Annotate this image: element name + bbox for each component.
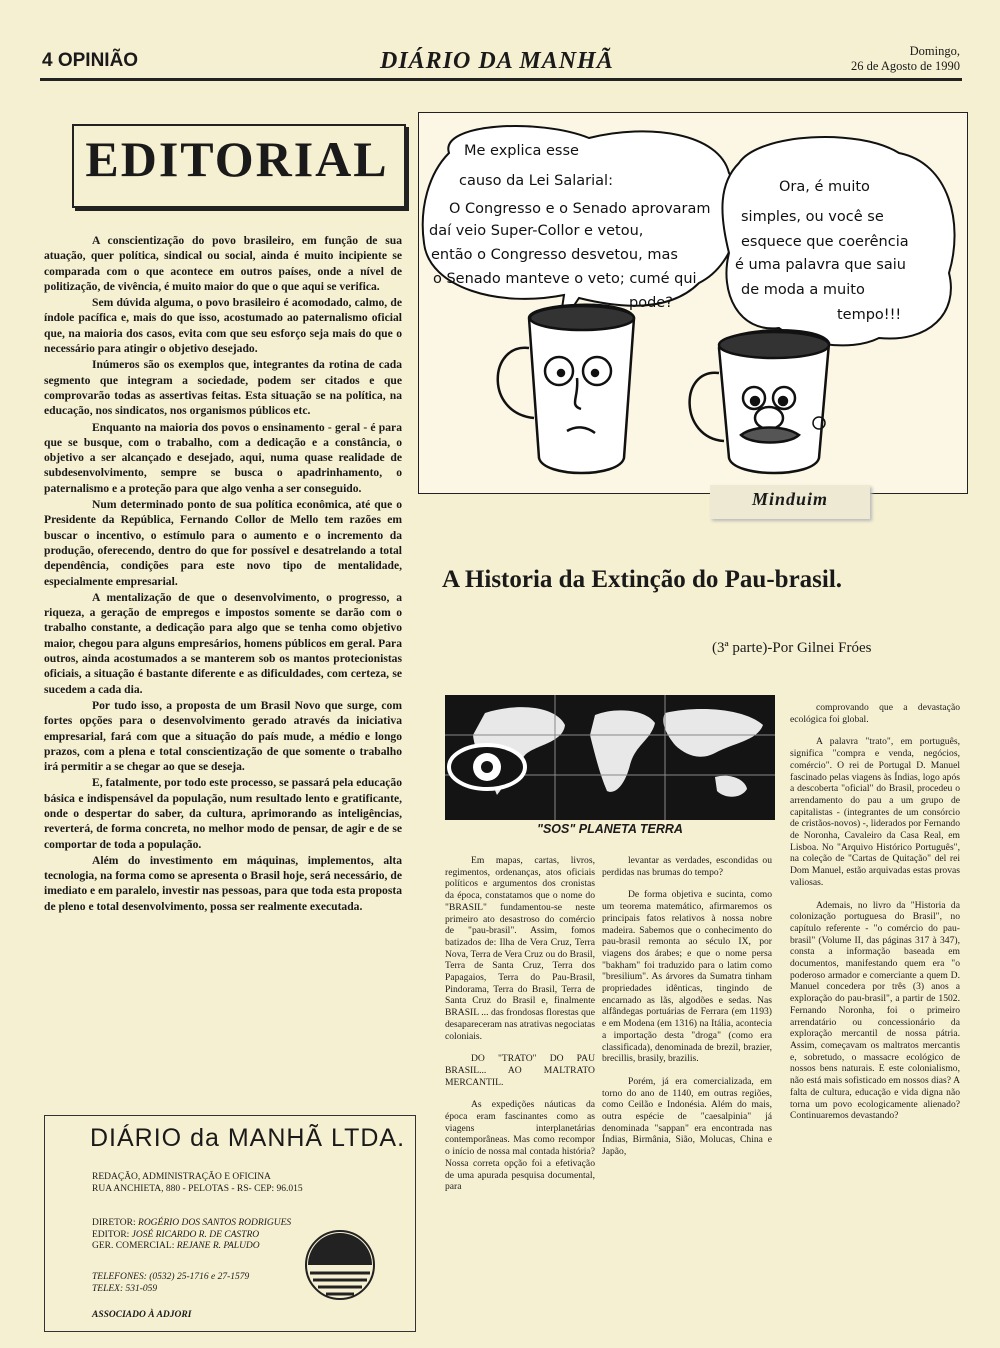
- article-paragraph: comprovando que a devastação ecológica foi global.: [790, 702, 960, 725]
- speech-line: Ora, é muito: [779, 179, 870, 195]
- article-paragraph: De forma objetiva e sucinta, como um teorema matemático, afirmaremos os principais fatos relativos à nossa nobre madeira. Sabemos que o conhecimento do pau-brasil remonta ao século IX, por viagens dos árabes; e que o nome persa "bakham" foi traduzido para o latim como "bresilium". As árvores da Sumatra tinham propriedades idênticas, tingindo de encarnado as lãs, algodões e sedas. Nas alfândegas portuárias de Ferrara (em 1193) e em Modena (em 1316) na Itália, acontecia a importação desta "droga" (como era classificada), denominada de brezil, brazier, brecillis, brasily, brazilis.: [602, 889, 772, 1065]
- phones: TELEFONES: (0532) 25-1716 e 27-1579: [92, 1272, 250, 1282]
- article-paragraph: A palavra "trato", em português, significa "compra e venda, negócios, comércio". O rei de Portugal D. Manuel fascinado pelas viagens às Índias, logo após a descoberta "oficial" do Brasil, procedeu o arrendamento do pau a um grupo de capitalistas - (integrantes de um consórcio de cristãos-novos) -, liderados por Fernando de Noronha, Cavaleiro da Casa Real, em Lisboa. No "Arquivo Histórico Português", na coleção de "Cartas de Quitação" del rei Dom Manuel, estão arquivadas estas provas valiosas.: [790, 736, 960, 888]
- editorial-body: [44, 233, 402, 915]
- staff-name: ROGÉRIO DOS SANTOS RODRIGUES: [138, 1218, 292, 1228]
- staff-name: JOSÉ RICARDO R. DE CASTRO: [131, 1229, 260, 1240]
- article-column-1: [445, 855, 595, 1204]
- image-caption: "SOS" PLANETA TERRA: [537, 822, 683, 836]
- speech-line: esquece que coerência: [741, 234, 909, 250]
- speech-line: O Congresso e o Senado aprovaram: [449, 201, 711, 217]
- editorial-title: EDITORIAL: [85, 131, 389, 187]
- section-label: 4 OPINIÃO: [42, 50, 139, 71]
- article-paragraph: Ademais, no livro da "Historia da colonização portuguesa do Brasil", no capítulo referente - "o comércio do pau-brasil" (Volume II, das páginas 317 à 347), consta a informação baseada em documentos, manifestando quem era "o poderoso armador e comerciante a quem D. Manuel concedera por três (3) anos a exploração do pau-brasil", a partir de 1502. Fernando Noronha, foi o primeiro arrendatário ou concessionário da exploração mercantil de nossa pátria. Assim, começavam os maltratos mercantis e, sobretudo, o massacre ecológico de nossos bens naturais. E este colonialismo, não está mais sofisticado em nossos dias? A falta de cultura, educação e vida digna não torna um povo ecologicamente alienado? Continuaremos devastando?: [790, 899, 960, 1122]
- speech-line: então o Congresso desvetou, mas: [431, 247, 678, 263]
- world-map-icon: [445, 695, 775, 820]
- editorial-paragraph: A mentalização de que o desenvolvimento, o progresso, a riqueza, a geração de empregos e impostos somente se darão com o trabalho constante, a dedicação para algo que se tenha como objetivo maior, chegou para alguns empresários, homens públicos em geral. Para outros, ainda acostumados a se manterem sob os mantos protecionistas oficiais, a situação é bastante diferente e as dificuldades, com certeza, se sucedem a cada dia.: [44, 590, 402, 696]
- staff-role: GER. COMERCIAL:: [92, 1241, 175, 1251]
- company-address: [92, 1172, 392, 1195]
- header-rule: [40, 78, 962, 81]
- speech-line: o Senado manteve o veto; cumé qui: [433, 271, 697, 287]
- speech-line: pode?: [629, 295, 673, 311]
- editorial-paragraph: Sem dúvida alguma, o povo brasileiro é acomodado, calmo, de índole pacífica e, mais do que isso, acostumado ao paternalismo oficial que, na maioria dos casos, evita com que seu esforço seja mais do que o necessário para atingir o objetivo desejado.: [44, 296, 402, 356]
- editorial-paragraph: Além do investimento em máquinas, implementos, alta tecnologia, na forma como se apresenta o Brasil hoje, será necessário, de imediato e em paralelo, investir nas pessoas, para que toda esta proposta de pleno e total desenvolvimento, possa ser realmente executada.: [44, 853, 403, 913]
- telex: TELEX: 531-059: [92, 1283, 158, 1294]
- company-logo-icon: [300, 1225, 380, 1305]
- right-mug-character: [690, 330, 829, 473]
- speech-line: daí veio Super-Collor e vetou,: [429, 223, 644, 239]
- company-name: DIÁRIO da MANHÃ LTDA.: [90, 1124, 406, 1152]
- article-byline: (3ª parte)-Por Gilnei Fróes: [712, 640, 872, 656]
- staff-name: REJANE R. PALUDO: [176, 1241, 260, 1251]
- address-line: REDAÇÃO, ADMINISTRAÇÃO E OFICINA: [92, 1172, 271, 1182]
- staff-role: DIRETOR:: [92, 1218, 136, 1228]
- article-subhead: DO "TRATO" DO PAU BRASIL... AO MALTRATO MERCANTIL.: [445, 1053, 595, 1088]
- editorial-paragraph: Num determinado ponto de sua política econômica, até que o Presidente da República, Fernando Collor de Mello tem razões em buscar o incentivo, o estímulo para o aumento e o incremento da produção, oferecendo, dentro do que for possível e desatrelando a total dependência, condições para este novo tipo de mentalidade, especialmente empresarial.: [44, 498, 402, 588]
- speech-line: causo da Lei Salarial:: [459, 173, 613, 189]
- left-mug-character: [498, 305, 634, 473]
- article-paragraph: levantar as verdades, escondidas ou perdidas nas brumas do tempo?: [602, 855, 772, 878]
- issue-full-date: 26 de Agosto de 1990: [850, 59, 960, 73]
- cartoon-panel: [418, 112, 968, 494]
- article-column-3: [790, 702, 960, 1133]
- sos-world-image: [445, 695, 775, 820]
- association-note: ASSOCIADO À ADJORI: [92, 1310, 192, 1320]
- speech-line: tempo!!!: [837, 307, 902, 323]
- article-title: A Historia da Extinção do Pau-brasil.: [442, 566, 843, 593]
- article-paragraph: Em mapas, cartas, livros, regimentos, ordenanças, atos oficiais políticos e argumentos dos cronistas da época, constatamos que o nome do "BRASIL" fundamentou-se neste primeiro ato desastroso do comércio de "pau-brasil". Assim, fomos batizados de: Ilha de Vera Cruz, Terra Nova, Terra de Vera Cruz ou do Brasil, Terra de Santa Cruz, Terra dos Papagaios, Terra do Pau-Brasil, Pindorama, Terra do Brasil, Terra de Santa Cruz do Brasil e, finalmente BRASIL ... das frondosas florestas que desapareceram nas atrativas negociatas coloniais.: [445, 855, 595, 1042]
- speech-line: de moda a muito: [741, 282, 865, 298]
- article-paragraph: As expedições náuticas da época eram fascinantes como as viagens interplanetárias contemporâneas. Mas como recompor o início de nossa mal contada história? Nossa correta opção foi a efetivação de uma apurada pesquisa documental, para: [445, 1099, 595, 1193]
- article-column-2: [602, 855, 772, 1169]
- issue-date: [800, 44, 960, 74]
- issue-weekday: Domingo,: [909, 44, 960, 58]
- editorial-paragraph: A conscientização do povo brasileiro, em função de sua atuação, quer política, sindical ou social, ainda é muito incipiente se comparada com o que acontece em outros países, onde a nível de politização, de vivência, é muito maior do que o que aqui se verifica.: [44, 234, 402, 293]
- cartoonist-name: Minduim: [751, 489, 829, 509]
- staff-role: EDITOR:: [92, 1229, 130, 1240]
- editorial-paragraph: E, fatalmente, por todo este processo, se passará pela educação básica e indispensável da população, num resultado lento e gratificante, onde o despertar do saber, da cultura, aprimorando as inteligências, reverterá, de forma concreta, no melhor modo de pensar, de agir e de se comportar de toda a população.: [44, 776, 402, 851]
- article-paragraph: Porém, já era comercializada, em torno do ano de 1140, em outras regiões, como Ceilão e Indonésia. Além do mais, outra espécie de "caesalpinia" já denominada "sappan" era encontrada nas Índias, Birmânia, Sião, Molucas, China e Japão,: [602, 1075, 772, 1158]
- newspaper-title: DIÁRIO DA MANHÃ: [380, 48, 614, 74]
- speech-line: Me explica esse: [464, 143, 579, 159]
- address-line: RUA ANCHIETA, 880 - PELOTAS - RS- CEP: 96.015: [92, 1183, 303, 1194]
- editorial-paragraph: Por tudo isso, a proposta de um Brasil Novo que surge, com fortes opções para o desenvolvimento gerado através da iniciativa empresarial, fará com que a situação do país mude, a médio e longo prazos, com a plena e total conscientização de que somente o trabalho irá permitir a se chegar ao que se deseja.: [44, 698, 402, 774]
- cartoon-illustration: [419, 113, 967, 493]
- editorial-paragraph: Enquanto na maioria dos povos o ensinamento - geral - é para que se busque, com o trabalho, com a dedicação e a constância, o objetivo a ser alcançado e desejado, aqui, numa quase realidade de subdesenvolvimento, sempre se busca o apadrinhamento, o paternalismo e a proteção para que algo venha a ser conseguido.: [44, 420, 402, 495]
- speech-line: simples, ou você se: [741, 209, 884, 225]
- speech-line: é uma palavra que saiu: [735, 257, 906, 273]
- editorial-paragraph: Inúmeros são os exemplos que, integrantes da rotina de cada segmento que integram a sociedade, podem ser citados e que comprovarão todas as assertivas feitas. Esta situação se na política, na educação, nos sindicatos, nos organismos públicos etc.: [44, 358, 402, 418]
